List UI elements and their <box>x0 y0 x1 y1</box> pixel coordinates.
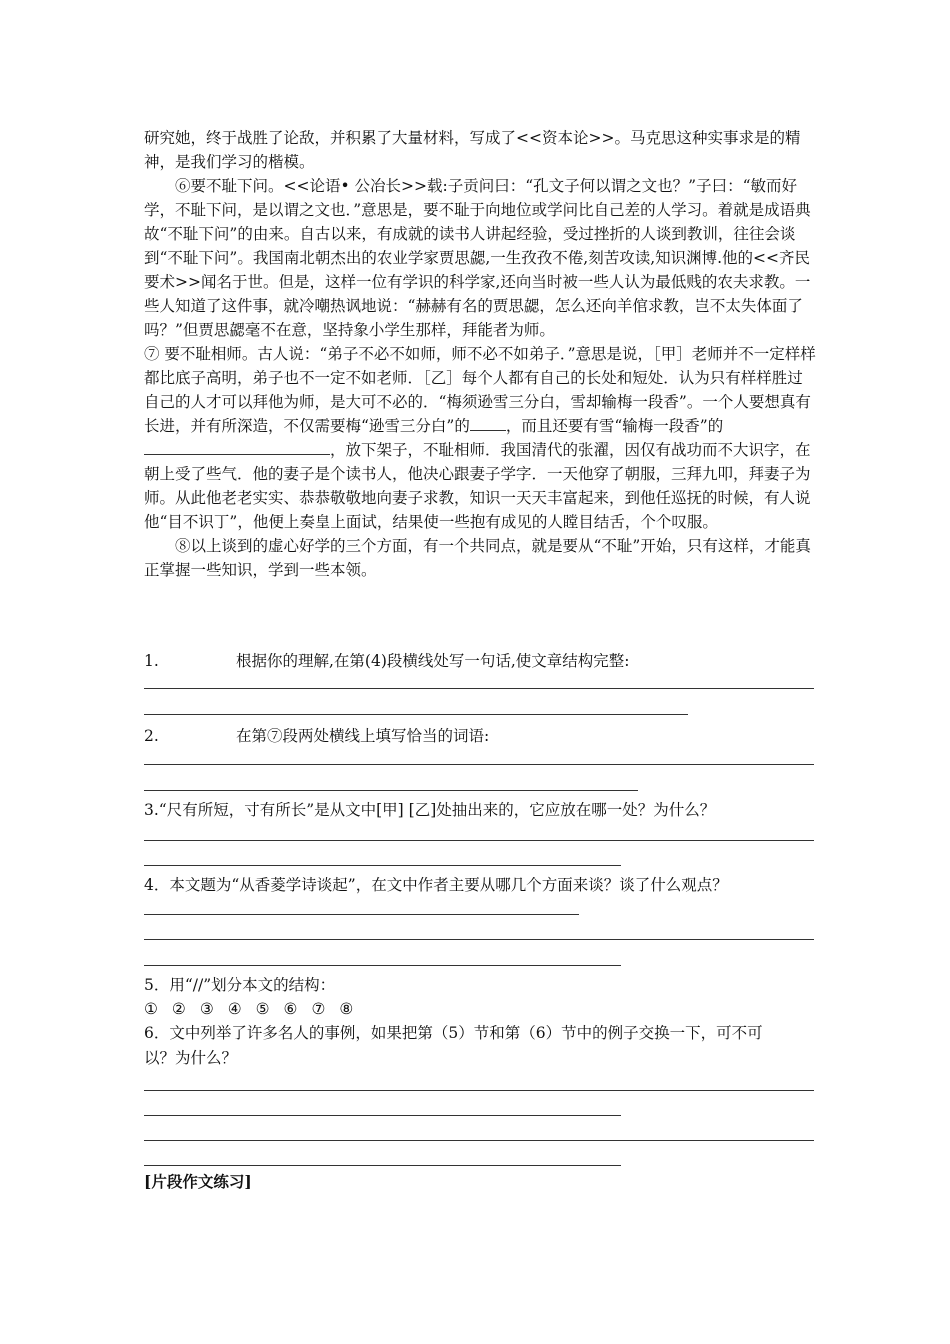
fill-blank-2[interactable] <box>144 438 330 455</box>
question-1 <box>144 650 630 672</box>
paragraph-6: ⑥要不耻下问。<<论语• 公冶长>>载:子贡问曰：“孔文子何以谓之文也？”子曰：“敏而好学，不耻下问，是以谓之文也．”意思是，要不耻于向地位或学问比自己差的人学习。着就是成语典故“不耻下问”的由来。自古以来，有成就的读书人讲起经验，受过挫折的人谈到教训，往往会谈到“不耻下问”。我国南北朝杰出的农业学家贾思勰,一生孜孜不倦,刻苦攻读,知识渊博.他的<<齐民要术>>闻名于世。但是，这样一位有学识的科学家,还向当时被一些人认为最低贱的农夫求教。一些人知道了这件事，就冷嘲热讽地说：“赫赫有名的贾思勰，怎么还向羊倌求教，岂不太失体面了吗？”但贾思勰毫不在意，坚持象小学生那样，拜能者为师。 <box>144 177 811 339</box>
paragraph-7 <box>144 342 816 534</box>
question-3: 3.“尺有所短，寸有所长”是从文中[甲] [乙]处抽出来的，它应放在哪一处？为什么？ <box>144 801 716 819</box>
answer-line[interactable] <box>144 714 688 715</box>
question-6-line-2: 以？为什么？ <box>144 1049 238 1067</box>
marker-6[interactable]: ⑥ <box>283 1000 298 1018</box>
question-2-number: 2. <box>144 727 159 745</box>
paragraph-7-part-c: ，放下架子，不耻相师．我国清代的张濯，因仅有战功而不大识字，在朝上受了些气．他的妻子是个读书人，他决心跟妻子学字．一天他穿了朝服，三拜九叩，拜妻子为师。从此他老老实实、恭恭敬敬地向妻子求教，知识一天天丰富起来，到他任巡抚的时候，有人说他“目不识丁”，他便上奏皇上面试，结果使一些抱有成见的人瞠目结舌，个个叹服。 <box>144 441 811 531</box>
marker-8[interactable]: ⑧ <box>339 1000 354 1018</box>
question-4: 4．本文题为“从香菱学诗谈起”，在文中作者主要从哪几个方面来谈？谈了什么观点？ <box>144 876 728 894</box>
marker-4[interactable]: ④ <box>227 1000 242 1018</box>
question-2 <box>144 725 489 747</box>
question-5: 5．用“//”划分本文的结构： <box>144 976 336 994</box>
question-6-line-1: 6．文中列举了许多名人的事例，如果把第（5）节和第（6）节中的例子交换一下，可不可 <box>144 1024 763 1042</box>
answer-line[interactable] <box>144 939 814 940</box>
answer-line[interactable] <box>144 764 814 765</box>
marker-2[interactable]: ② <box>171 1000 186 1018</box>
answer-line[interactable] <box>144 914 579 915</box>
marker-5[interactable]: ⑤ <box>255 1000 270 1018</box>
question-2-text: 在第⑦段两处横线上填写恰当的词语: <box>236 727 490 745</box>
paragraph-markers <box>144 998 367 1020</box>
answer-line[interactable] <box>144 1140 814 1141</box>
answer-line[interactable] <box>144 865 621 866</box>
question-1-number: 1. <box>144 652 159 670</box>
paragraph-7-part-b: ，而且还要有雪“输梅一段香”的 <box>505 417 724 435</box>
answer-line[interactable] <box>144 1115 621 1116</box>
paragraph-8: ⑧以上谈到的虚心好学的三个方面，有一个共同点，就是要从“不耻”开始，只有这样，才能真正掌握一些知识，学到一些本领。 <box>144 537 811 579</box>
fill-blank-1[interactable] <box>470 414 506 431</box>
marker-1[interactable]: ① <box>144 1000 158 1018</box>
marker-7[interactable]: ⑦ <box>311 1000 326 1018</box>
paragraph-5-continued: 研究她，终于战胜了论敌，并积累了大量材料，写成了<<资本论>>。马克思这种实事求是的精神，是我们学习的楷模。 <box>144 129 801 171</box>
answer-line[interactable] <box>144 965 621 966</box>
marker-3[interactable]: ③ <box>199 1000 214 1018</box>
paragraph-7-part-a: ⑦ 要不耻相师。古人说：“弟子不必不如师，师不必不如弟子．”意思是说，［甲］老师并不一定样样都比底子高明，弟子也不一定不如老师．［乙］每个人都有自己的长处和短处．认为只有样样胜过自己的人才可以拜他为师，是大可不必的．“梅须逊雪三分白，雪却输梅一段香”。一个人要想真有长进，并有所深造，不仅需要梅“逊雪三分白”的 <box>144 345 816 435</box>
answer-line[interactable] <box>144 840 814 841</box>
answer-line[interactable] <box>144 1165 621 1166</box>
passage <box>144 126 816 582</box>
answer-line[interactable] <box>144 790 638 791</box>
answer-line[interactable] <box>144 1090 814 1091</box>
question-1-text: 根据你的理解,在第(4)段横线处写一句话,使文章结构完整: <box>236 652 630 670</box>
answer-line[interactable] <box>144 688 814 689</box>
section-title: [片段作文练习] <box>144 1172 252 1191</box>
